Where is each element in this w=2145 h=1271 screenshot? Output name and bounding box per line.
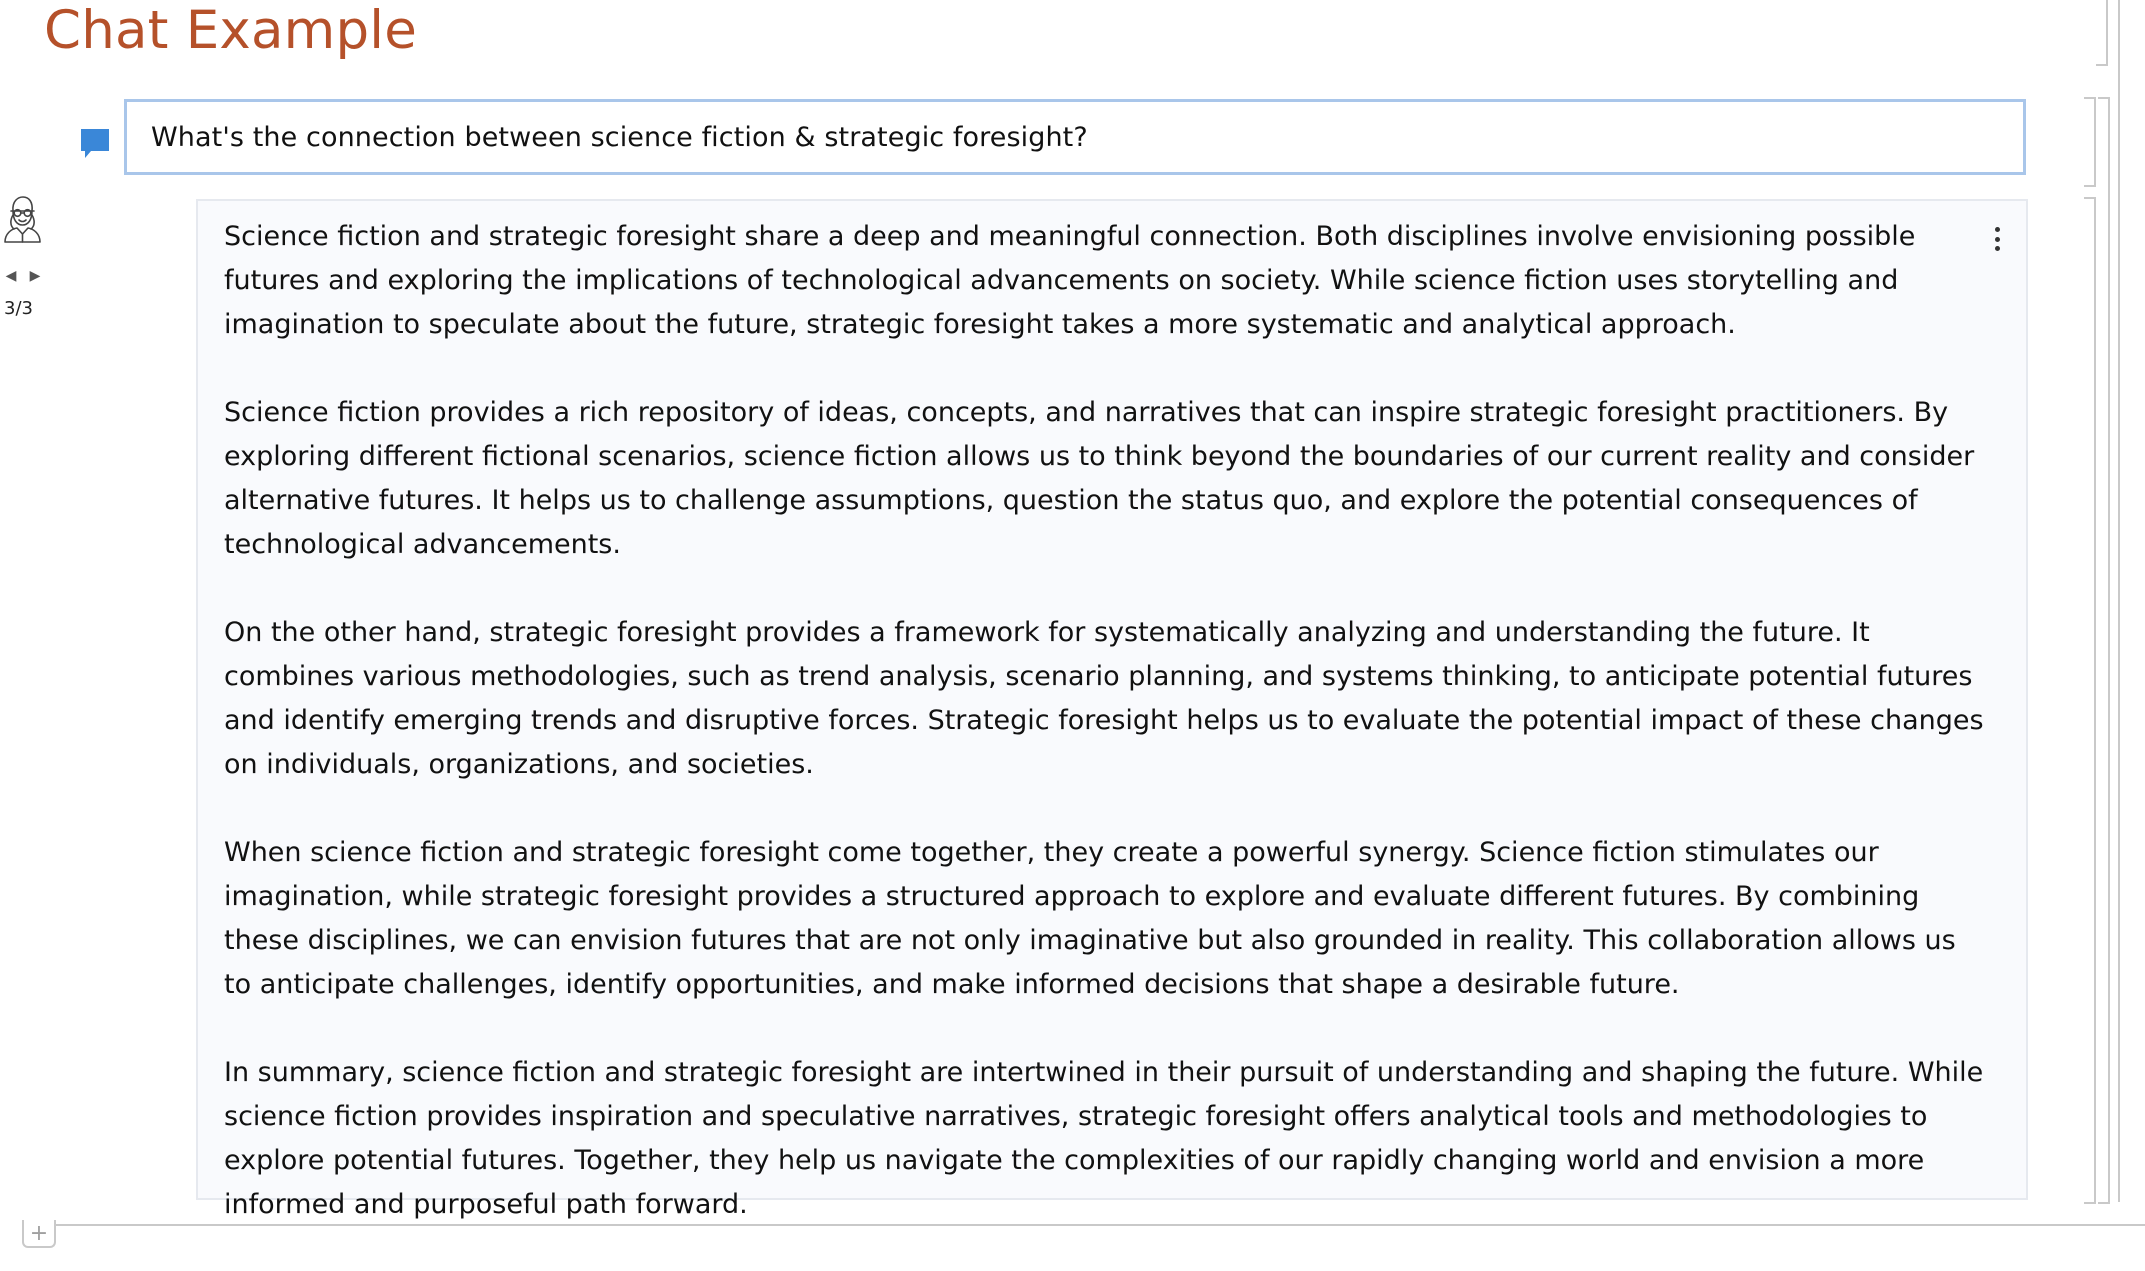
group-cell-bracket-inner[interactable] — [2098, 97, 2110, 1204]
response-paragraph: Science fiction and strategic foresight share a deep and meaningful connection. Both disciplines involve envisioning possible futures and exploring the implications of technological advancements on society. While science fiction uses storytelling and imagination to speculate about the future, strategic foresight takes a more systematic and analytical approach. — [224, 221, 1916, 340]
chat-response-cell[interactable] — [196, 199, 2028, 1220]
kebab-menu-icon[interactable] — [1994, 227, 2000, 251]
triangle-left-icon[interactable]: ◀ — [5, 268, 17, 284]
response-paragraph: On the other hand, strategic foresight provides a framework for systematically analyzing and understanding the future. It combines various methodologies, such as trend analysis, scenario planning, and systems thinking, to anticipate potential futures and identify emerging trends and disruptive forces. Strategic foresight helps us to evaluate the potential impact of these changes on individuals, organizations, and societies. — [224, 617, 1984, 780]
triangle-right-icon[interactable]: ▶ — [29, 268, 41, 284]
response-page-count: 3/3 — [4, 298, 33, 319]
response-paragraph: Science fiction provides a rich repository of ideas, concepts, and narratives that can inspire strategic foresight practitioners. By exploring different fictional scenarios, science fiction allows us to think beyond the boundaries of our current reality and consider alternative futures. It helps us to challenge assumptions, question the status quo, and explore the potential consequences of technological advancements. — [224, 397, 1975, 560]
chat-input-field[interactable] — [124, 99, 2026, 175]
response-cell-bracket[interactable] — [2084, 197, 2096, 1204]
chat-bubble-icon — [80, 128, 110, 160]
input-cell-bracket[interactable] — [2084, 97, 2096, 187]
title-cell-bracket[interactable] — [2096, 0, 2108, 66]
response-text — [224, 215, 1984, 1271]
notebook-title: Chat Example — [44, 0, 418, 61]
persona-avatar-icon[interactable] — [2, 194, 42, 244]
response-navigation — [4, 268, 42, 284]
response-paragraph: In summary, science fiction and strategic foresight are intertwined in their pursuit of understanding and shaping the future. While science fiction provides inspiration and speculative narratives, strategic foresight offers analytical tools and methodologies to explore potential futures. Together, they help us navigate the complexities of our rapidly changing world and envision a more informed and purposeful path forward. — [224, 1057, 1984, 1220]
cell-insertion-line[interactable] — [56, 1224, 2145, 1226]
group-cell-bracket-outer[interactable] — [2118, 0, 2120, 1202]
add-cell-button[interactable]: + — [22, 1220, 56, 1248]
chat-input-text: What's the connection between science fiction & strategic foresight? — [151, 121, 1088, 153]
response-paragraph: When science fiction and strategic foresight come together, they create a powerful synergy. Science fiction stimulates our imagination, while strategic foresight provides a structured approach to explore and evaluate different futures. By combining these disciplines, we can envision futures that are not only imaginative but also grounded in reality. This collaboration allows us to anticipate challenges, identify opportunities, and make informed decisions that shape a desirable future. — [224, 837, 1956, 1000]
